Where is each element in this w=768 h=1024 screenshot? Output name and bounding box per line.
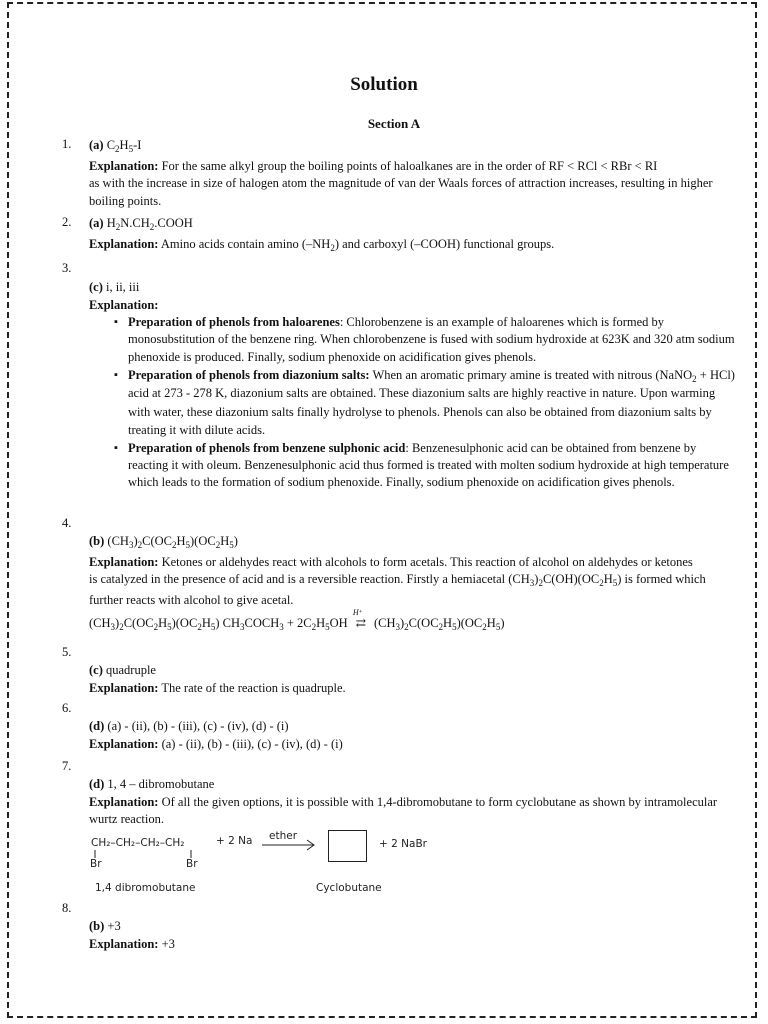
answer-line <box>89 215 739 233</box>
reaction-arrow-icon <box>262 839 318 851</box>
explanation-text: further reacts with alcohol to give acetal. <box>89 592 294 607</box>
answer-line <box>89 137 739 155</box>
explanation-label: Explanation: <box>89 554 159 569</box>
explanation-label-line <box>89 297 735 315</box>
bullet-list <box>89 314 735 492</box>
bromine-label: Br <box>186 858 198 870</box>
answer-text: +3 <box>104 919 121 933</box>
catalyst-label: H⁺ <box>352 608 363 617</box>
explanation-text: +3 <box>158 936 175 951</box>
explanation-text: For the same alkyl group the boiling points of haloalkanes are in the order of RF < RCl < RBr < RI <box>158 158 658 173</box>
explanation-text: (a) - (ii), (b) - (iii), (c) - (iv), (d) - (i) <box>158 736 343 751</box>
subscript: 2 <box>330 242 335 253</box>
explanation-label: Explanation: <box>89 936 159 951</box>
question-number: 2. <box>62 215 72 229</box>
product-caption: Cyclobutane <box>316 882 382 894</box>
bullet-title: Preparation of phenols from benzene sulphonic acid <box>128 440 406 455</box>
list-item <box>89 440 735 492</box>
subscript: 2 <box>115 144 120 154</box>
answer-option: (a) <box>89 138 104 152</box>
answer-text: H <box>106 216 116 230</box>
explanation <box>89 736 739 754</box>
explanation-label: Explanation: <box>89 794 159 809</box>
question-number: 7. <box>62 759 72 773</box>
question-number: 1. <box>62 137 72 151</box>
list-item <box>89 314 735 366</box>
reaction-equation: $(CH_3)_2C(OC_2H_5)(OC_2H_5)$ $CH_3COCH_3 + 2C_2H_5OH$ H⁺ ⇄ $(CH_3)_2C(OC_2H_5)(OC_2H_5)$ <box>89 615 739 633</box>
answer-text: H <box>119 138 129 152</box>
answer-text: (a) - (ii), (b) - (iii), (c) - (iv), (d) - (i) <box>104 719 289 733</box>
explanation-text: is catalyzed in the presence of acid and is a reversible reaction. Firstly a hemiacetal $(CH_3)_2C(OH)(OC_2H_5)$ is formed which <box>89 572 706 588</box>
wurtz-reaction-figure <box>90 826 450 898</box>
question-number: 5. <box>62 645 72 659</box>
question-number: 6. <box>62 701 72 715</box>
explanation-text: is catalyzed in the presence of acid and is a reversible reaction. Firstly a hemiacetal (CH <box>89 572 530 586</box>
explanation-label: Explanation: <box>89 680 159 695</box>
explanation-text: is formed which <box>621 572 706 586</box>
explanation <box>89 158 739 176</box>
subscript: 2 <box>115 222 121 232</box>
reactant-caption: 1,4 dibromobutane <box>95 882 196 894</box>
explanation <box>89 680 739 698</box>
solvent-label: ether <box>269 830 298 842</box>
equilibrium-arrow <box>351 608 371 633</box>
answer-text: -I <box>133 138 142 152</box>
explanation-label: Explanation: <box>89 236 159 251</box>
explanation-text: Of all the given options, it is possible with 1,4-dibromobutane to form cyclobutane as shown by intramolecular wurtz reaction. <box>89 794 718 826</box>
answer-option: (d) <box>89 777 105 791</box>
explanation-label: Explanation: <box>89 158 159 173</box>
subscript: 2 <box>692 373 697 384</box>
list-item <box>89 366 735 440</box>
bullet-text: + HCl) acid at 273 - 278 K, diazonium salts are obtained. These diazonium salts are highly reactive in nature. Upon warming with water, these diazonium salts finally hydrolyse to phenols. Phenols can also be obtained from diazonium salts by treating it with dilute acids. <box>128 367 735 438</box>
explanation-text: boiling points. <box>89 193 162 208</box>
bullet-title: Preparation of phenols from haloarenes <box>128 315 340 329</box>
answer-line <box>89 918 739 936</box>
answer-option: (c) <box>89 280 103 294</box>
answer-text: C <box>106 138 116 152</box>
answer-text: 1, 4 – dibromobutane <box>104 777 215 791</box>
answer-option: (b) <box>89 534 105 548</box>
equilibrium-icon: ⇄ <box>355 616 367 630</box>
question-number: 4. <box>62 516 72 530</box>
byproduct: + 2 NaBr <box>379 838 427 850</box>
bullet-text: : Benzenesulphonic acid can be obtained from benzene by reacting it with oleum. Benzenesulphonic acid thus formed is treated with molten sodium hydroxide at high temperature which leads to the formation of sodium phenoxide. Finally, sodium phenoxide on acidification gives phenols. <box>128 440 729 490</box>
section-heading: Section A <box>367 116 421 131</box>
sodium-reagent: + 2 Na <box>216 835 253 847</box>
explanation <box>89 554 739 572</box>
question-number: 3. <box>62 261 72 275</box>
cyclobutane-square-icon <box>328 830 368 864</box>
answer-text: quadruple <box>102 663 156 677</box>
subscript: 5 <box>128 144 134 154</box>
explanation-text: ) and carboxyl (–COOH) functional groups. <box>334 236 555 251</box>
explanation-text: as with the increase in size of halogen atom the magnitude of van der Waals forces of attraction increases, resulting in higher <box>89 176 713 190</box>
bromine-label: Br <box>90 858 102 870</box>
explanation-label: Explanation: <box>89 736 159 751</box>
answer-line <box>89 718 739 736</box>
answer-line: (b) $(CH_3)_2C(OC_2H_5)(OC_2H_5)$ <box>89 534 238 550</box>
answer-text: .COOH <box>154 216 193 230</box>
explanation-text: Ketones or aldehydes react with alcohols to form acetals. This reaction of alcohol on aldehydes or ketones <box>158 554 693 569</box>
explanation <box>89 236 739 254</box>
explanation <box>89 794 725 829</box>
explanation <box>89 936 739 954</box>
bullet-text: When an aromatic primary amine is treated with nitrous (NaNO <box>369 367 693 382</box>
answer-text: i, ii, iii <box>102 280 140 294</box>
answer-option: (b) <box>89 919 105 933</box>
bullet-title: Preparation of phenols from diazonium salts: <box>128 367 370 382</box>
answer-option: (c) <box>89 663 103 677</box>
question-number: 8. <box>62 901 72 915</box>
answer-option: (a) <box>89 216 104 230</box>
answer-option: (d) <box>89 719 105 733</box>
answer-line <box>89 776 725 794</box>
answer-line <box>89 662 739 680</box>
reactant-chain: CH₂–CH₂–CH₂–CH₂ <box>91 837 185 849</box>
subscript: 2 <box>149 222 155 232</box>
explanation-text: Amino acids contain amino (–NH <box>158 236 331 251</box>
answer-text: N.CH <box>120 216 150 230</box>
explanation-text: The rate of the reaction is quadruple. <box>158 680 346 695</box>
answer-line <box>89 279 735 297</box>
explanation-label: Explanation: <box>89 297 159 312</box>
bullet-text: : Chlorobenzene is an example of haloarenes which is formed by monosubstitution of the benzene ring. When chlorobenzene is fused with sodium hydroxide at 623K and 320 atm sodium phenoxide is produced. Finally, sodium phenoxide on acidification gives phenols. <box>128 315 735 364</box>
page-title: Solution <box>350 74 418 95</box>
